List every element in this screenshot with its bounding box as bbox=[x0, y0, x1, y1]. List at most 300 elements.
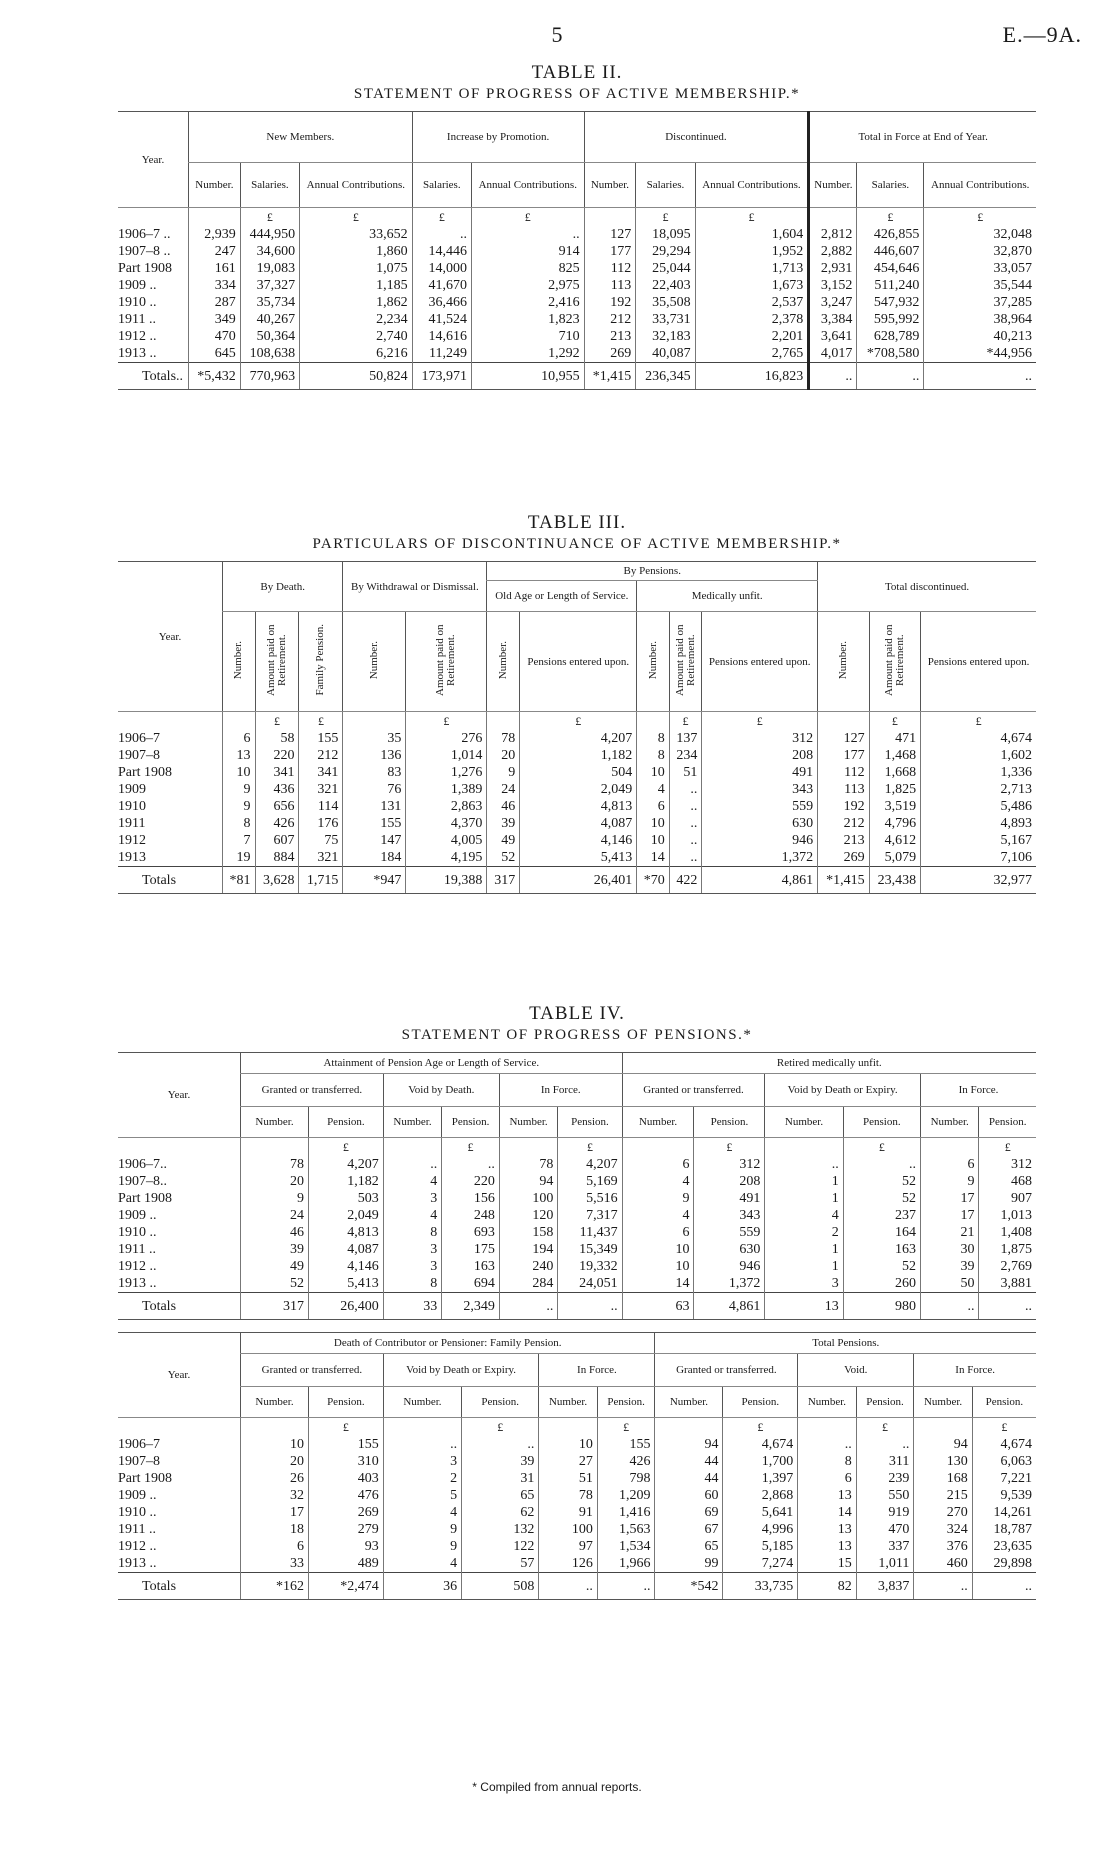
totals-label: Totals bbox=[118, 867, 223, 894]
data-cell: 91 bbox=[539, 1504, 597, 1521]
data-cell: 4,207 bbox=[308, 1156, 383, 1173]
data-cell: 58 bbox=[255, 730, 299, 747]
unit-row bbox=[118, 712, 1036, 731]
totals-cell: 770,963 bbox=[240, 363, 299, 390]
data-cell: 32,183 bbox=[636, 328, 695, 345]
data-cell: 35,508 bbox=[636, 294, 695, 311]
unit-cell bbox=[818, 712, 870, 731]
data-cell: 6 bbox=[798, 1470, 856, 1487]
data-cell: 40,267 bbox=[240, 311, 299, 328]
data-cell: 75 bbox=[299, 832, 343, 849]
data-cell: 33 bbox=[241, 1555, 309, 1573]
column-header: Number. bbox=[809, 163, 857, 208]
column-header: Number. bbox=[189, 163, 241, 208]
column-header-label: Number. bbox=[836, 640, 849, 680]
data-cell: 1,563 bbox=[597, 1521, 655, 1538]
data-cell: 38,964 bbox=[924, 311, 1036, 328]
unit-cell: £ bbox=[843, 1138, 920, 1157]
data-cell: 33,731 bbox=[636, 311, 695, 328]
column-header-label: Amount paid on Retirement. bbox=[882, 624, 906, 696]
data-cell: 349 bbox=[189, 311, 241, 328]
column-header-label: Number. bbox=[367, 640, 380, 680]
subgroup-header: Granted or transferred. bbox=[241, 1074, 384, 1107]
data-cell: 78 bbox=[539, 1487, 597, 1504]
data-cell: 15,349 bbox=[558, 1241, 622, 1258]
data-cell: 32 bbox=[241, 1487, 309, 1504]
column-header: Number. bbox=[584, 163, 636, 208]
column-header: Annual Contributions. bbox=[924, 163, 1036, 208]
data-cell: 132 bbox=[462, 1521, 539, 1538]
data-cell: .. bbox=[383, 1436, 461, 1453]
data-cell: 1,276 bbox=[406, 764, 487, 781]
table-row bbox=[118, 1241, 1036, 1258]
data-cell: 8 bbox=[798, 1453, 856, 1470]
unit-cell: £ bbox=[869, 712, 921, 731]
unit-cell bbox=[189, 208, 241, 227]
group-header: Total Pensions. bbox=[655, 1333, 1036, 1354]
data-cell: 247 bbox=[189, 243, 241, 260]
totals-cell: 1,715 bbox=[299, 867, 343, 894]
data-cell: 1,673 bbox=[695, 277, 809, 294]
data-cell: 4 bbox=[383, 1555, 461, 1573]
data-cell: 468 bbox=[979, 1173, 1036, 1190]
unit-cell bbox=[798, 1418, 856, 1437]
unit-cell bbox=[343, 712, 406, 731]
column-header: Pension. bbox=[972, 1387, 1036, 1418]
subgroup-header: Void by Death or Expiry. bbox=[765, 1074, 921, 1107]
totals-row bbox=[118, 867, 1036, 894]
data-cell: 17 bbox=[920, 1190, 978, 1207]
data-cell: 192 bbox=[818, 798, 870, 815]
data-cell: 628,789 bbox=[857, 328, 924, 345]
data-cell: 19 bbox=[223, 849, 256, 867]
data-cell: 78 bbox=[487, 730, 520, 747]
data-cell: 10 bbox=[539, 1436, 597, 1453]
data-cell: 341 bbox=[255, 764, 299, 781]
totals-cell: 3,837 bbox=[856, 1573, 914, 1600]
data-cell: 14,616 bbox=[412, 328, 471, 345]
column-header: Salaries. bbox=[412, 163, 471, 208]
data-cell: 52 bbox=[241, 1275, 309, 1293]
data-cell: 9,539 bbox=[972, 1487, 1036, 1504]
totals-cell: .. bbox=[924, 363, 1036, 390]
data-cell: 504 bbox=[520, 764, 637, 781]
totals-cell: 13 bbox=[765, 1293, 843, 1320]
data-cell: 69 bbox=[655, 1504, 723, 1521]
data-cell: 4,813 bbox=[520, 798, 637, 815]
data-cell: 1,668 bbox=[869, 764, 921, 781]
data-cell: 1,292 bbox=[471, 345, 584, 363]
group-header: Retired medically unfit. bbox=[622, 1053, 1036, 1074]
data-cell: 13 bbox=[798, 1538, 856, 1555]
year-cell: Part 1908 bbox=[118, 1191, 173, 1206]
table-iv-part2 bbox=[118, 1332, 1036, 1600]
data-cell: 7 bbox=[223, 832, 256, 849]
table-row bbox=[118, 1436, 1036, 1453]
totals-cell: *5,432 bbox=[189, 363, 241, 390]
data-cell: 4,612 bbox=[869, 832, 921, 849]
data-cell: 1,713 bbox=[695, 260, 809, 277]
data-cell: 65 bbox=[655, 1538, 723, 1555]
data-cell: 18,787 bbox=[972, 1521, 1036, 1538]
data-cell: 426,855 bbox=[857, 226, 924, 243]
data-cell: 1 bbox=[765, 1258, 843, 1275]
data-cell: 36,466 bbox=[412, 294, 471, 311]
data-cell: 270 bbox=[914, 1504, 972, 1521]
column-header bbox=[343, 612, 406, 712]
data-cell: 3,641 bbox=[809, 328, 857, 345]
unit-cell bbox=[241, 1138, 309, 1157]
data-cell: 44 bbox=[655, 1470, 723, 1487]
unit-cell bbox=[914, 1418, 972, 1437]
unit-cell: £ bbox=[979, 1138, 1036, 1157]
unit-cell: £ bbox=[520, 712, 637, 731]
totals-cell: 3,628 bbox=[255, 867, 299, 894]
data-cell: 97 bbox=[539, 1538, 597, 1555]
data-cell: 163 bbox=[442, 1258, 500, 1275]
column-header: Pension. bbox=[308, 1107, 383, 1138]
year-cell: 1906–7 bbox=[118, 731, 160, 746]
unit-cell bbox=[765, 1138, 843, 1157]
data-cell: 248 bbox=[442, 1207, 500, 1224]
data-cell: 19,332 bbox=[558, 1258, 622, 1275]
data-cell: 39 bbox=[462, 1453, 539, 1470]
data-cell: 8 bbox=[383, 1224, 441, 1241]
data-cell: 6 bbox=[223, 730, 256, 747]
year-cell: 1910 .. bbox=[118, 1225, 157, 1240]
totals-cell: 33 bbox=[383, 1293, 441, 1320]
totals-cell: 26,400 bbox=[308, 1293, 383, 1320]
data-cell: 5,167 bbox=[921, 832, 1036, 849]
group-header: Total in Force at End of Year. bbox=[809, 112, 1036, 163]
data-cell: 9 bbox=[223, 781, 256, 798]
data-cell: 17 bbox=[241, 1504, 309, 1521]
data-cell: 40,213 bbox=[924, 328, 1036, 345]
unit-cell bbox=[499, 1138, 557, 1157]
data-cell: 454,646 bbox=[857, 260, 924, 277]
unit-cell: £ bbox=[694, 1138, 765, 1157]
totals-cell: *542 bbox=[655, 1573, 723, 1600]
totals-cell: *1,415 bbox=[584, 363, 636, 390]
table-row bbox=[118, 1521, 1036, 1538]
data-cell: 237 bbox=[843, 1207, 920, 1224]
data-cell: 14,261 bbox=[972, 1504, 1036, 1521]
data-cell: 99 bbox=[655, 1555, 723, 1573]
data-cell: .. bbox=[669, 849, 702, 867]
data-cell: 5,486 bbox=[921, 798, 1036, 815]
data-cell: 52 bbox=[843, 1258, 920, 1275]
data-cell: 168 bbox=[914, 1470, 972, 1487]
subgroup-header: Granted or transferred. bbox=[655, 1354, 798, 1387]
column-header-label: Amount paid on Retirement. bbox=[434, 624, 458, 696]
data-cell: 14 bbox=[798, 1504, 856, 1521]
data-cell: 1,182 bbox=[520, 747, 637, 764]
data-cell: 32,870 bbox=[924, 243, 1036, 260]
year-cell: 1909 .. bbox=[118, 278, 157, 293]
footnote: * Compiled from annual reports. bbox=[472, 1780, 642, 1794]
data-cell: 220 bbox=[255, 747, 299, 764]
totals-cell: 36 bbox=[383, 1573, 461, 1600]
year-cell: Part 1908 bbox=[118, 261, 173, 276]
data-cell: 7,317 bbox=[558, 1207, 622, 1224]
data-cell: 503 bbox=[308, 1190, 383, 1207]
unit-cell: £ bbox=[462, 1418, 539, 1437]
column-header: Pension. bbox=[308, 1387, 383, 1418]
data-cell: 94 bbox=[499, 1173, 557, 1190]
table-row bbox=[118, 1156, 1036, 1173]
year-cell: 1909 bbox=[118, 782, 146, 797]
data-cell: 11,249 bbox=[412, 345, 471, 363]
data-cell: .. bbox=[843, 1156, 920, 1173]
totals-cell: .. bbox=[979, 1293, 1036, 1320]
year-cell: 1912 .. bbox=[118, 1259, 157, 1274]
column-header: Pension. bbox=[694, 1107, 765, 1138]
table-iii-title: TABLE III. bbox=[527, 512, 627, 533]
unit-cell bbox=[118, 1418, 241, 1437]
column-header: Pension. bbox=[979, 1107, 1036, 1138]
table-row bbox=[118, 1275, 1036, 1293]
unit-cell: £ bbox=[300, 208, 413, 227]
data-cell: .. bbox=[669, 798, 702, 815]
data-cell: 2,416 bbox=[471, 294, 584, 311]
totals-cell: 236,345 bbox=[636, 363, 695, 390]
subgroup-header: Medically unfit. bbox=[637, 581, 818, 612]
data-cell: 131 bbox=[343, 798, 406, 815]
data-cell: 120 bbox=[499, 1207, 557, 1224]
table-row bbox=[118, 1173, 1036, 1190]
data-cell: 155 bbox=[308, 1436, 383, 1453]
data-cell: 41,670 bbox=[412, 277, 471, 294]
data-cell: .. bbox=[765, 1156, 843, 1173]
data-cell: 2,863 bbox=[406, 798, 487, 815]
data-cell: 907 bbox=[979, 1190, 1036, 1207]
data-cell: 1,013 bbox=[979, 1207, 1036, 1224]
data-cell: 1,185 bbox=[300, 277, 413, 294]
column-header: Number. bbox=[539, 1387, 597, 1418]
column-header-label: Number. bbox=[646, 640, 659, 680]
document-reference: E.—9A. bbox=[1002, 22, 1082, 47]
data-cell: 3 bbox=[383, 1453, 461, 1470]
data-cell: 491 bbox=[694, 1190, 765, 1207]
data-cell: 60 bbox=[655, 1487, 723, 1504]
data-cell: 4 bbox=[622, 1207, 694, 1224]
data-cell: 20 bbox=[241, 1453, 309, 1470]
table-ii-subtitle: STATEMENT OF PROGRESS OF ACTIVE MEMBERSHIP.* bbox=[353, 86, 801, 102]
table-ii bbox=[118, 62, 1036, 390]
table-row bbox=[118, 747, 1036, 764]
data-cell: 3,881 bbox=[979, 1275, 1036, 1293]
data-cell: 269 bbox=[818, 849, 870, 867]
data-cell: 213 bbox=[818, 832, 870, 849]
column-header-label: Number. bbox=[496, 640, 509, 680]
table-iv bbox=[118, 1003, 1036, 1600]
data-cell: 4,674 bbox=[723, 1436, 798, 1453]
data-cell: 2,868 bbox=[723, 1487, 798, 1504]
data-cell: 1,823 bbox=[471, 311, 584, 328]
column-header bbox=[255, 612, 299, 712]
data-cell: 49 bbox=[487, 832, 520, 849]
data-cell: 1 bbox=[765, 1190, 843, 1207]
data-cell: 1,075 bbox=[300, 260, 413, 277]
data-cell: 161 bbox=[189, 260, 241, 277]
totals-cell: .. bbox=[597, 1573, 655, 1600]
table-iv-subtitle: STATEMENT OF PROGRESS OF PENSIONS.* bbox=[401, 1027, 753, 1043]
data-cell: 798 bbox=[597, 1470, 655, 1487]
group-header: New Members. bbox=[189, 112, 413, 163]
totals-cell: 26,401 bbox=[520, 867, 637, 894]
table-row bbox=[118, 832, 1036, 849]
data-cell: 23,635 bbox=[972, 1538, 1036, 1555]
data-cell: 1,014 bbox=[406, 747, 487, 764]
data-cell: 4,674 bbox=[921, 730, 1036, 747]
data-cell: 34,600 bbox=[240, 243, 299, 260]
data-cell: 321 bbox=[299, 849, 343, 867]
data-cell: 276 bbox=[406, 730, 487, 747]
data-cell: 1,408 bbox=[979, 1224, 1036, 1241]
data-cell: 4,370 bbox=[406, 815, 487, 832]
column-header: Pensions entered upon. bbox=[921, 612, 1036, 712]
column-header: Pension. bbox=[597, 1387, 655, 1418]
data-cell: 2,975 bbox=[471, 277, 584, 294]
data-cell: 1,604 bbox=[695, 226, 809, 243]
data-cell: 559 bbox=[694, 1224, 765, 1241]
table-row bbox=[118, 781, 1036, 798]
data-cell: 4,087 bbox=[308, 1241, 383, 1258]
table-row bbox=[118, 1224, 1036, 1241]
data-cell: .. bbox=[383, 1156, 441, 1173]
totals-cell: .. bbox=[809, 363, 857, 390]
data-cell: 177 bbox=[584, 243, 636, 260]
data-cell: 284 bbox=[499, 1275, 557, 1293]
table-row bbox=[118, 730, 1036, 747]
data-cell: 19,083 bbox=[240, 260, 299, 277]
data-cell: 6,216 bbox=[300, 345, 413, 363]
unit-row bbox=[118, 1418, 1036, 1437]
year-cell: 1912 .. bbox=[118, 329, 157, 344]
data-cell: 52 bbox=[843, 1173, 920, 1190]
data-cell: 137 bbox=[669, 730, 702, 747]
data-cell: 884 bbox=[255, 849, 299, 867]
table-row bbox=[118, 1470, 1036, 1487]
data-cell: 470 bbox=[856, 1521, 914, 1538]
group-header: Discontinued. bbox=[584, 112, 809, 163]
column-header: Number. bbox=[798, 1387, 856, 1418]
data-cell: 215 bbox=[914, 1487, 972, 1504]
unit-cell bbox=[637, 712, 670, 731]
data-cell: 147 bbox=[343, 832, 406, 849]
data-cell: 10 bbox=[223, 764, 256, 781]
data-cell: 33,652 bbox=[300, 226, 413, 243]
data-cell: 9 bbox=[487, 764, 520, 781]
data-cell: 177 bbox=[818, 747, 870, 764]
table-row bbox=[118, 328, 1036, 345]
data-cell: 5,516 bbox=[558, 1190, 622, 1207]
table-row bbox=[118, 226, 1036, 243]
year-cell: 1906–7.. bbox=[118, 1157, 167, 1172]
column-header bbox=[406, 612, 487, 712]
data-cell: 656 bbox=[255, 798, 299, 815]
subgroup-header: Granted or transferred. bbox=[622, 1074, 765, 1107]
data-cell: 1,602 bbox=[921, 747, 1036, 764]
data-cell: 14 bbox=[622, 1275, 694, 1293]
year-cell: 1907–8 bbox=[118, 748, 160, 763]
totals-cell: 16,823 bbox=[695, 363, 809, 390]
table-row bbox=[118, 1487, 1036, 1504]
data-cell: 1,534 bbox=[597, 1538, 655, 1555]
data-cell: 40,087 bbox=[636, 345, 695, 363]
data-cell: 24 bbox=[487, 781, 520, 798]
column-header: Annual Contributions. bbox=[300, 163, 413, 208]
data-cell: 35,734 bbox=[240, 294, 299, 311]
data-cell: 155 bbox=[597, 1436, 655, 1453]
data-cell: 312 bbox=[702, 730, 818, 747]
group-header: Increase by Promotion. bbox=[412, 112, 584, 163]
data-cell: 279 bbox=[308, 1521, 383, 1538]
data-cell: 1,372 bbox=[702, 849, 818, 867]
totals-cell: *1,415 bbox=[818, 867, 870, 894]
year-cell: 1910 bbox=[118, 799, 146, 814]
data-cell: 5,079 bbox=[869, 849, 921, 867]
data-cell: 20 bbox=[241, 1173, 309, 1190]
column-header: Pension. bbox=[723, 1387, 798, 1418]
data-cell: 163 bbox=[843, 1241, 920, 1258]
unit-cell bbox=[383, 1138, 441, 1157]
data-cell: 108,638 bbox=[240, 345, 299, 363]
totals-cell: .. bbox=[558, 1293, 622, 1320]
table-row bbox=[118, 1207, 1036, 1224]
data-cell: 25,044 bbox=[636, 260, 695, 277]
column-header: Number. bbox=[383, 1387, 461, 1418]
data-cell: 334 bbox=[189, 277, 241, 294]
unit-cell bbox=[223, 712, 256, 731]
data-cell: 1,825 bbox=[869, 781, 921, 798]
data-cell: 130 bbox=[914, 1453, 972, 1470]
data-cell: .. bbox=[442, 1156, 500, 1173]
column-header: Salaries. bbox=[240, 163, 299, 208]
unit-row bbox=[118, 208, 1036, 227]
totals-row bbox=[118, 1293, 1036, 1320]
column-header: Annual Contributions. bbox=[471, 163, 584, 208]
totals-cell: 317 bbox=[487, 867, 520, 894]
data-cell: 9 bbox=[241, 1190, 309, 1207]
data-cell: 112 bbox=[584, 260, 636, 277]
data-cell: 4,207 bbox=[558, 1156, 622, 1173]
data-cell: 65 bbox=[462, 1487, 539, 1504]
totals-cell: *70 bbox=[637, 867, 670, 894]
column-header-label: Amount paid on Retirement. bbox=[673, 624, 697, 696]
data-cell: 5,413 bbox=[308, 1275, 383, 1293]
data-cell: 607 bbox=[255, 832, 299, 849]
data-cell: 9 bbox=[223, 798, 256, 815]
data-cell: 27 bbox=[539, 1453, 597, 1470]
table-iv-title: TABLE IV. bbox=[529, 1003, 625, 1024]
unit-cell: £ bbox=[308, 1138, 383, 1157]
data-cell: 269 bbox=[308, 1504, 383, 1521]
data-cell: 7,221 bbox=[972, 1470, 1036, 1487]
column-header: Salaries. bbox=[857, 163, 924, 208]
totals-cell: 33,735 bbox=[723, 1573, 798, 1600]
column-header: Number. bbox=[241, 1107, 309, 1138]
data-cell: 489 bbox=[308, 1555, 383, 1573]
data-cell: 212 bbox=[818, 815, 870, 832]
year-cell: 1911 .. bbox=[118, 1242, 156, 1257]
data-cell: 6 bbox=[920, 1156, 978, 1173]
data-cell: 93 bbox=[308, 1538, 383, 1555]
data-cell: 212 bbox=[584, 311, 636, 328]
unit-cell bbox=[539, 1418, 597, 1437]
data-cell: 13 bbox=[223, 747, 256, 764]
data-cell: 694 bbox=[442, 1275, 500, 1293]
